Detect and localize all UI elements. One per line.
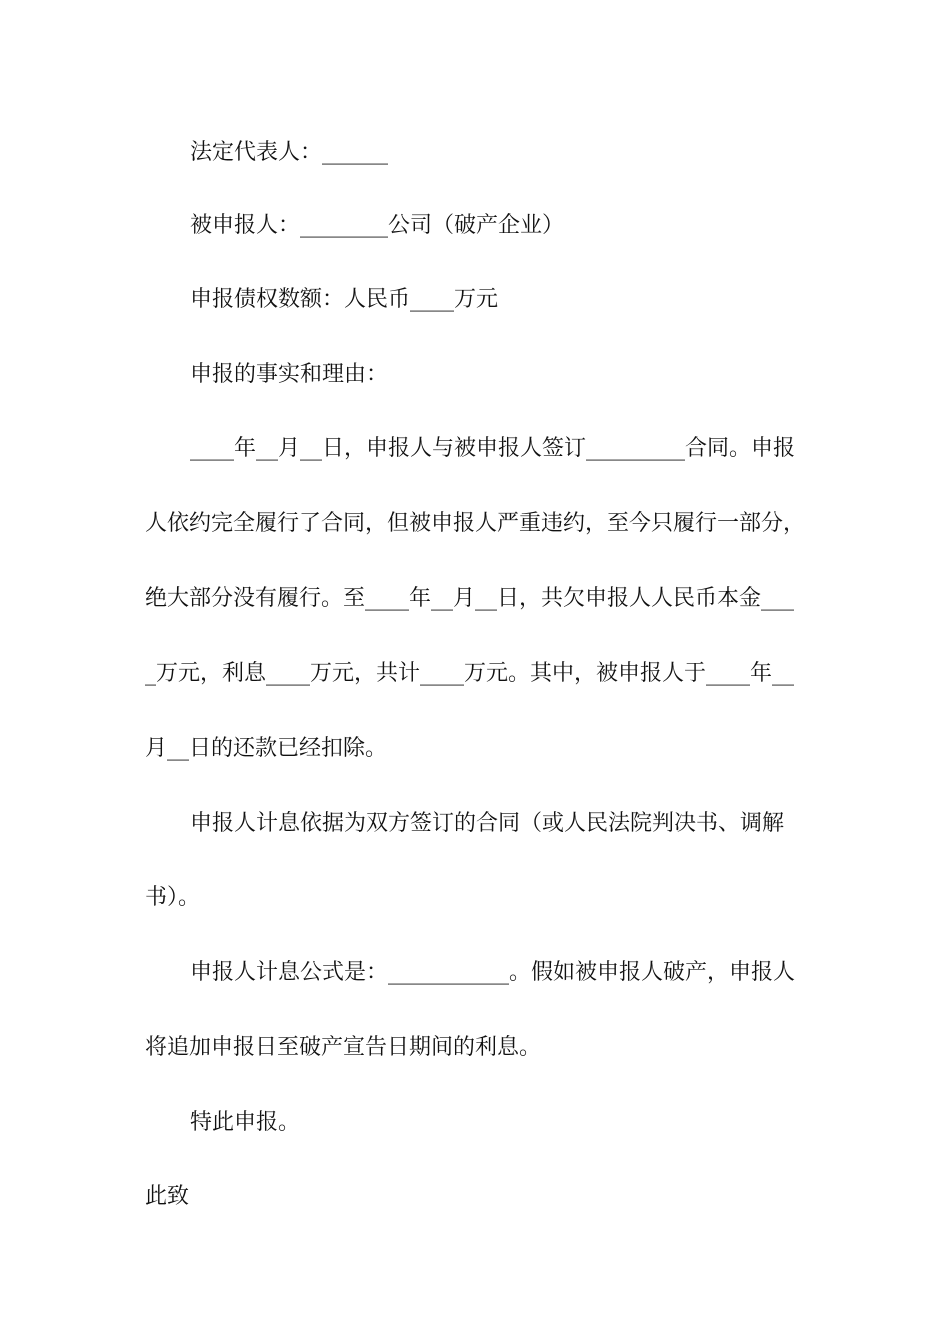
- facts-paragraph-line-1: ____年__月__日，申报人与被申报人签订_________合同。申报: [190, 436, 796, 461]
- legal-representative-line: 法定代表人：______: [190, 140, 389, 165]
- facts-paragraph-line-2: 人依约完全履行了合同，但被申报人严重违约，至今只履行一部分，: [145, 511, 806, 536]
- facts-paragraph-line-4: _万元，利息____万元，共计____万元。其中，被申报人于____年__: [145, 661, 795, 686]
- closing-declaration: 特此申报。: [190, 1110, 301, 1135]
- facts-heading: 申报的事实和理由：: [190, 362, 389, 387]
- claim-amount-line: 申报债权数额：人民币____万元: [190, 287, 499, 312]
- facts-paragraph-line-3: 绝大部分没有履行。至____年__月__日，共欠申报人人民币本金___: [145, 586, 795, 611]
- interest-formula-line-2: 将追加申报日至破产宣告日期间的利息。: [145, 1035, 542, 1060]
- facts-paragraph-line-5: 月__日的还款已经扣除。: [145, 736, 388, 761]
- salutation: 此致: [145, 1184, 190, 1209]
- respondent-line: 被申报人：________公司（破产企业）: [190, 213, 565, 238]
- interest-basis-line-2: 书）。: [145, 885, 201, 910]
- interest-basis-line-1: 申报人计息依据为双方签订的合同（或人民法院判决书、调解: [190, 811, 785, 836]
- interest-formula-line-1: 申报人计息公式是：___________。假如被申报人破产，申报人: [190, 960, 796, 985]
